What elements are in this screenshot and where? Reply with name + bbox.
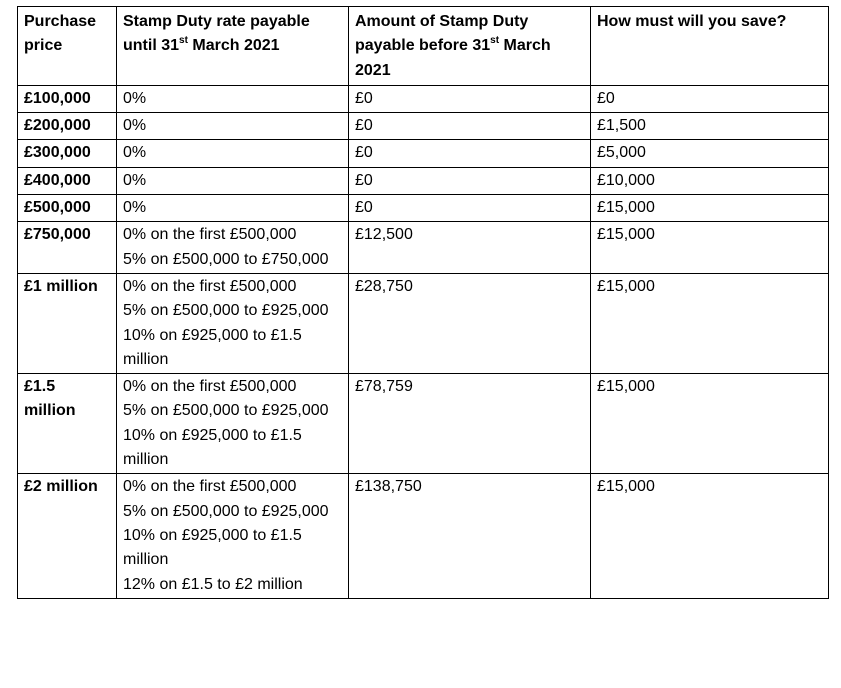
amount-cell: £0 bbox=[349, 195, 591, 222]
rate-line: 5% on £500,000 to £925,000 bbox=[123, 502, 329, 520]
rate-line: 10% on £925,000 to £1.5 million bbox=[123, 326, 302, 368]
rate-line: 0% on the first £500,000 bbox=[123, 277, 297, 295]
header-rate-payable: Stamp Duty rate payable until 31st March 2021 bbox=[117, 7, 349, 86]
amount-cell: £0 bbox=[349, 167, 591, 194]
header-amount-payable: Amount of Stamp Duty payable before 31st March 2021 bbox=[349, 7, 591, 86]
header-row bbox=[18, 7, 829, 86]
table-row bbox=[18, 374, 829, 474]
purchase-price-cell: £200,000 bbox=[18, 113, 117, 140]
rate-cell bbox=[117, 113, 349, 140]
rate-cell bbox=[117, 222, 349, 274]
purchase-price-cell: £1.5 million bbox=[18, 374, 117, 474]
amount-cell: £0 bbox=[349, 113, 591, 140]
document-page bbox=[17, 6, 829, 599]
purchase-price-cell: £1 million bbox=[18, 273, 117, 373]
savings-cell: £15,000 bbox=[591, 273, 829, 373]
purchase-price-cell: £400,000 bbox=[18, 167, 117, 194]
amount-cell: £0 bbox=[349, 140, 591, 167]
amount-cell: £138,750 bbox=[349, 474, 591, 598]
table-row bbox=[18, 140, 829, 167]
rate-line: 0% on the first £500,000 bbox=[123, 478, 297, 496]
rate-line: 0% bbox=[123, 117, 147, 135]
amount-cell: £0 bbox=[349, 85, 591, 112]
table-row bbox=[18, 273, 829, 373]
rate-line: 5% on £500,000 to £750,000 bbox=[123, 250, 329, 268]
table-row bbox=[18, 85, 829, 112]
rate-line: 0% bbox=[123, 144, 147, 162]
savings-cell: £5,000 bbox=[591, 140, 829, 167]
rate-line: 10% on £925,000 to £1.5 million bbox=[123, 426, 302, 469]
savings-cell: £10,000 bbox=[591, 167, 829, 194]
header-purchase-price: Purchase price bbox=[18, 7, 117, 86]
purchase-price-cell: £300,000 bbox=[18, 140, 117, 167]
purchase-price-cell: £750,000 bbox=[18, 222, 117, 274]
rate-line: 5% on £500,000 to £925,000 bbox=[123, 402, 329, 420]
savings-cell: £15,000 bbox=[591, 474, 829, 598]
savings-cell: £1,500 bbox=[591, 113, 829, 140]
amount-cell: £28,750 bbox=[349, 273, 591, 373]
rate-line: 0% bbox=[123, 89, 147, 107]
header-savings: How must will you save? bbox=[591, 7, 829, 86]
table-row bbox=[18, 167, 829, 194]
rate-line: 0% on the first £500,000 bbox=[123, 226, 297, 244]
amount-cell: £78,759 bbox=[349, 374, 591, 474]
purchase-price-cell: £2 million bbox=[18, 474, 117, 598]
rate-line: 0% on the first £500,000 bbox=[123, 378, 297, 396]
amount-cell: £12,500 bbox=[349, 222, 591, 274]
table-row bbox=[18, 113, 829, 140]
rate-line: 10% on £925,000 to £1.5 million bbox=[123, 526, 302, 569]
savings-cell: £0 bbox=[591, 85, 829, 112]
rate-line: 5% on £500,000 to £925,000 bbox=[123, 302, 329, 320]
savings-cell: £15,000 bbox=[591, 195, 829, 222]
table-row bbox=[18, 195, 829, 222]
rate-line: 0% bbox=[123, 171, 147, 189]
purchase-price-cell: £100,000 bbox=[18, 85, 117, 112]
rate-cell bbox=[117, 140, 349, 167]
rate-cell bbox=[117, 85, 349, 112]
rate-line: 0% bbox=[123, 199, 147, 217]
savings-cell: £15,000 bbox=[591, 222, 829, 274]
table-row bbox=[18, 474, 829, 598]
savings-cell: £15,000 bbox=[591, 374, 829, 474]
rate-line: 12% on £1.5 to £2 million bbox=[123, 575, 303, 593]
rate-cell bbox=[117, 195, 349, 222]
rate-cell bbox=[117, 167, 349, 194]
stamp-duty-table bbox=[17, 6, 829, 599]
purchase-price-cell: £500,000 bbox=[18, 195, 117, 222]
rate-cell bbox=[117, 474, 349, 598]
table-body bbox=[18, 85, 829, 598]
rate-cell bbox=[117, 273, 349, 373]
table-row bbox=[18, 222, 829, 274]
rate-cell bbox=[117, 374, 349, 474]
